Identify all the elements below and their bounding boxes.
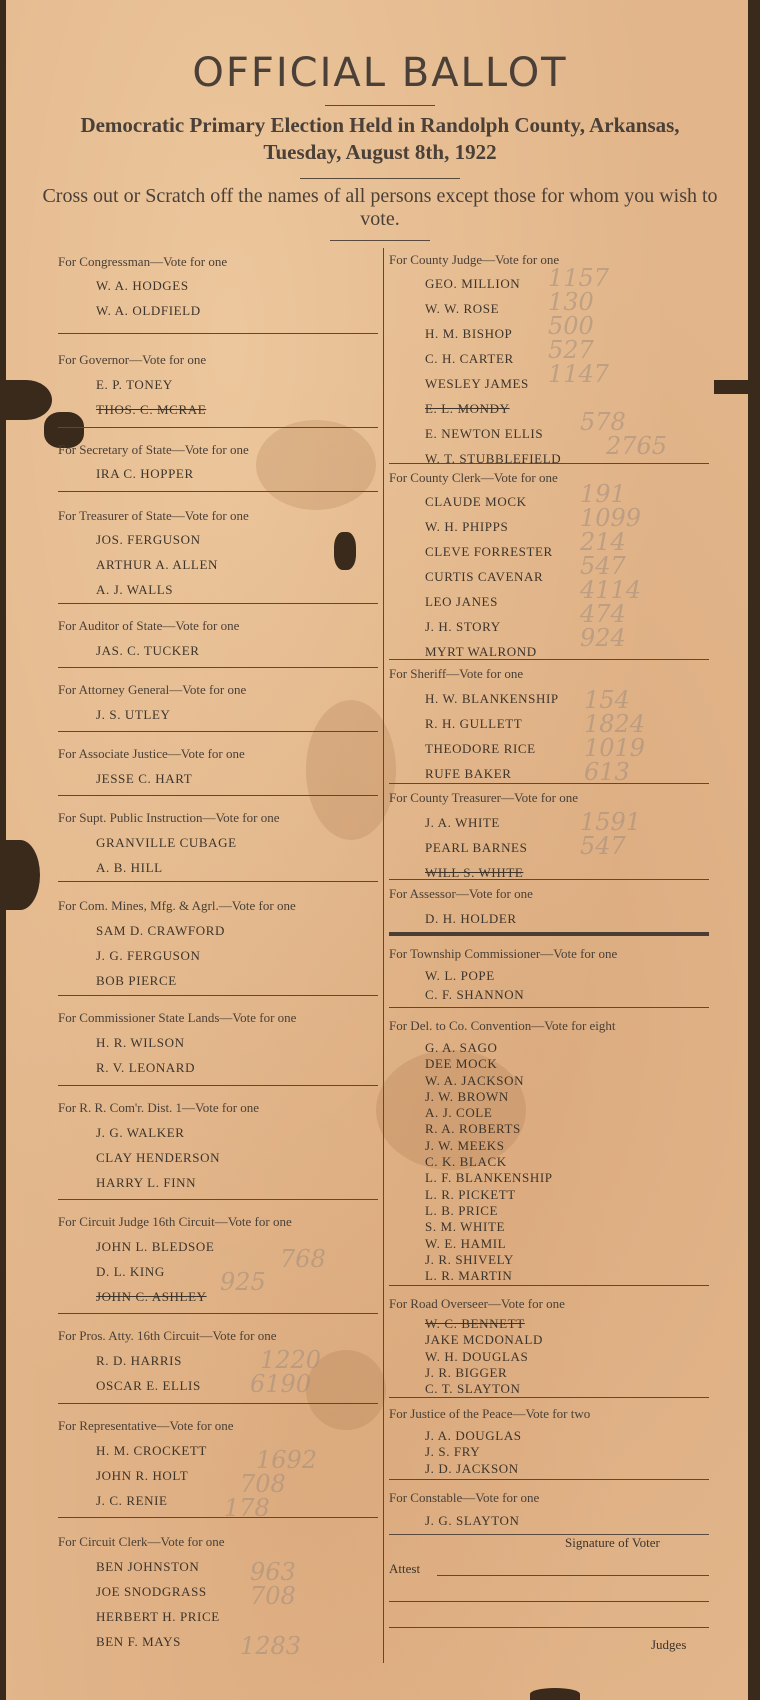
candidate-name[interactable]: J. C. RENIE [96, 1493, 168, 1508]
race-supt-public-instruction [58, 796, 378, 882]
candidate-name[interactable]: E. P. TONEY [96, 377, 173, 392]
candidate-name[interactable]: JOS. FERGUSON [96, 532, 201, 547]
handwritten-tally: 191 [580, 480, 626, 508]
race-rr-commissioner [58, 1086, 378, 1200]
candidate-name[interactable]: CLEVE FORRESTER [425, 544, 553, 559]
race-com-mines [58, 882, 378, 996]
candidate-name[interactable]: J. G. SLAYTON [425, 1513, 520, 1528]
handwritten-tally: 613 [584, 758, 630, 786]
race-county-clerk [389, 464, 709, 660]
candidate-name[interactable]: J. D. JACKSON [425, 1460, 519, 1476]
race-title: For Justice of the Peace—Vote for two [389, 1406, 591, 1421]
candidate-name[interactable]: H. M. BISHOP [425, 326, 513, 341]
candidate-name[interactable]: J. W. BROWN [425, 1088, 509, 1104]
race-title: For Com. Mines, Mfg. & Agrl.—Vote for one [58, 898, 296, 913]
candidate-name[interactable]: C. H. CARTER [425, 351, 514, 366]
candidate-name[interactable]: CLAY HENDERSON [96, 1150, 221, 1165]
handwritten-tally: 130 [548, 288, 594, 316]
race-title: For Del. to Co. Convention—Vote for eight [389, 1018, 616, 1033]
candidate-name[interactable]: J. G. FERGUSON [96, 948, 201, 963]
left-column [58, 248, 378, 1658]
candidate-name[interactable]: J. G. WALKER [96, 1125, 185, 1140]
candidate-name[interactable]: J. S. UTLEY [96, 707, 171, 722]
candidate-name[interactable]: BOB PIERCE [96, 973, 177, 988]
candidate-name[interactable]: J. H. STORY [425, 619, 501, 634]
race-title: For Congressman—Vote for one [58, 254, 228, 269]
handwritten-tally: 4114 [580, 576, 642, 604]
race-title: For Assessor—Vote for one [389, 886, 533, 901]
race-title: For Associate Justice—Vote for one [58, 746, 245, 761]
candidate-name[interactable]: THEODORE RICE [425, 741, 536, 756]
candidate-name[interactable]: R. V. LEONARD [96, 1060, 196, 1075]
race-delegates [389, 1008, 709, 1286]
candidate-name[interactable]: W. E. HAMIL [425, 1235, 507, 1251]
race-title: For County Judge—Vote for one [389, 252, 560, 267]
candidate-name[interactable]: PEARL BARNES [425, 840, 528, 855]
race-congressman [58, 248, 378, 334]
race-road-overseer [389, 1286, 709, 1398]
delegate-list [425, 1040, 709, 1284]
race-title: For Circuit Clerk—Vote for one [58, 1534, 225, 1549]
candidate-name[interactable]: BEN F. MAYS [96, 1634, 181, 1649]
race-title: For Road Overseer—Vote for one [389, 1296, 565, 1311]
race-assessor [389, 880, 709, 936]
race-constable [389, 1480, 709, 1535]
candidate-name[interactable]: S. M. WHITE [425, 1219, 506, 1235]
handwritten-tally: 1283 [240, 1632, 302, 1660]
handwritten-tally: 578 [580, 408, 626, 436]
candidate-name[interactable]: H. W. BLANKENSHIP [425, 691, 559, 706]
handwritten-tally: 1147 [548, 360, 610, 388]
candidate-name[interactable]: BEN JOHNSTON [96, 1559, 200, 1574]
candidate-name[interactable]: A. J. COLE [425, 1105, 493, 1121]
candidate-name[interactable]: RUFE BAKER [425, 766, 512, 781]
candidate-name[interactable]: C. F. SHANNON [425, 987, 525, 1002]
candidate-name[interactable]: W. C. BENNETT [425, 1316, 525, 1331]
candidate-name[interactable]: W. A. JACKSON [425, 1072, 525, 1088]
race-title: For Auditor of State—Vote for one [58, 618, 240, 633]
candidate-name[interactable]: GEO. MILLION [425, 276, 521, 291]
candidate-name[interactable]: JOE SNODGRASS [96, 1584, 207, 1599]
ballot-title: OFFICIAL BALLOT [192, 50, 568, 96]
candidate-name[interactable]: J. R. BIGGER [425, 1364, 508, 1380]
candidate-name[interactable]: L. F. BLANKENSHIP [425, 1170, 553, 1186]
race-title: For Township Commissioner—Vote for one [389, 946, 618, 961]
candidate-name[interactable]: J. S. FRY [425, 1444, 481, 1460]
candidate-name[interactable]: L. R. MARTIN [425, 1268, 513, 1284]
handwritten-tally: 708 [240, 1470, 286, 1498]
race-title: For Commissioner State Lands—Vote for one [58, 1010, 297, 1025]
candidate-name[interactable]: JOHN R. HOLT [96, 1468, 189, 1483]
handwritten-tally: 214 [580, 528, 626, 556]
voter-signature-label: Signature of Voter [565, 1535, 660, 1550]
race-attorney-general [58, 668, 378, 732]
handwritten-tally: 1591 [580, 808, 642, 836]
race-auditor-of-state [58, 604, 378, 668]
candidate-name[interactable]: C. K. BLACK [425, 1154, 507, 1170]
handwritten-tally: 178 [224, 1494, 270, 1522]
candidate-name[interactable]: D. L. KING [96, 1264, 165, 1279]
candidate-name[interactable]: OSCAR E. ELLIS [96, 1378, 201, 1393]
candidate-name[interactable]: W. A. HODGES [96, 278, 189, 293]
attest-label: Attest [389, 1561, 421, 1576]
race-title: For County Treasurer—Vote for one [389, 790, 578, 805]
candidate-name[interactable]: L. R. PICKETT [425, 1186, 516, 1202]
race-title: For Circuit Judge 16th Circuit—Vote for one [58, 1214, 292, 1229]
race-county-treasurer [389, 784, 709, 880]
handwritten-tally: 768 [280, 1245, 326, 1273]
race-title: For Supt. Public Instruction—Vote for one [58, 810, 280, 825]
handwritten-tally: 1099 [580, 504, 642, 532]
handwritten-tally: 154 [584, 686, 630, 714]
race-justice-of-peace [389, 1398, 709, 1480]
race-township-commissioner [389, 936, 709, 1008]
candidate-name[interactable]: JESSE C. HART [96, 771, 193, 786]
candidate-name[interactable]: ARTHUR A. ALLEN [96, 557, 218, 572]
candidate-name[interactable]: HARRY L. FINN [96, 1175, 197, 1190]
race-sheriff [389, 660, 709, 784]
candidate-name[interactable]: CURTIS CAVENAR [425, 569, 544, 584]
candidate-name[interactable]: HERBERT H. PRICE [96, 1609, 220, 1624]
candidate-name[interactable]: IRA C. HOPPER [96, 466, 194, 481]
race-title: For R. R. Com'r. Dist. 1—Vote for one [58, 1100, 260, 1115]
race-title: For Constable—Vote for one [389, 1490, 540, 1505]
race-pros-atty [58, 1314, 378, 1404]
candidate-name[interactable]: JOHN L. BLEDSOE [96, 1239, 215, 1254]
handwritten-tally: 1692 [256, 1446, 318, 1474]
candidate-name[interactable]: W. H. PHIPPS [425, 519, 509, 534]
handwritten-tally: 527 [548, 336, 594, 364]
handwritten-tally: 1220 [260, 1346, 322, 1374]
race-treasurer-of-state [58, 492, 378, 604]
voting-instructions: Cross out or Scratch off the names of all persons except those for whom you wish to vote. [42, 185, 718, 230]
candidate-name[interactable]: G. A. SAGO [425, 1040, 498, 1055]
race-title: For Attorney General—Vote for one [58, 682, 247, 697]
race-title: For Representative—Vote for one [58, 1418, 234, 1433]
candidate-name[interactable]: W. A. OLDFIELD [96, 303, 201, 318]
handwritten-tally: 1157 [548, 264, 610, 292]
candidate-name[interactable]: J. A. WHITE [425, 815, 500, 830]
divider [300, 178, 460, 179]
candidate-name[interactable]: W. T. STUBBLEFIELD [425, 451, 562, 466]
race-title: For Treasurer of State—Vote for one [58, 508, 249, 523]
candidate-name[interactable]: W. H. DOUGLAS [425, 1348, 529, 1364]
candidate-name[interactable]: SAM D. CRAWFORD [96, 923, 225, 938]
handwritten-tally: 924 [580, 624, 626, 652]
judges-label: Judges [651, 1637, 687, 1652]
candidate-name[interactable]: JOHN C. ASHLEY [96, 1289, 207, 1304]
candidate-name[interactable]: W. L. POPE [425, 968, 495, 983]
candidate-name[interactable]: LEO JANES [425, 594, 498, 609]
candidate-name[interactable]: A. B. HILL [96, 860, 163, 875]
handwritten-tally: 1824 [584, 710, 646, 738]
candidate-name[interactable]: J. R. SHIVELY [425, 1251, 514, 1267]
candidate-name[interactable]: J. W. MEEKS [425, 1137, 505, 1153]
handwritten-tally: 474 [580, 600, 626, 628]
race-circuit-judge [58, 1200, 378, 1314]
race-governor [58, 334, 378, 428]
election-subtitle: Democratic Primary Election Held in Randolph County, Arkansas, Tuesday, August 8th, 1922 [80, 113, 680, 164]
candidate-name[interactable]: L. B. PRICE [425, 1202, 499, 1218]
divider [325, 105, 435, 106]
handwritten-tally: 708 [250, 1582, 296, 1610]
candidate-name[interactable]: DEE MOCK [425, 1056, 498, 1072]
candidate-name[interactable]: THOS. C. MCRAE [96, 402, 207, 417]
candidate-name[interactable]: JAS. C. TUCKER [96, 643, 200, 658]
torn-edge [714, 380, 760, 394]
candidate-name[interactable]: E. NEWTON ELLIS [425, 426, 544, 441]
torn-edge [0, 380, 52, 420]
divider [330, 240, 430, 241]
handwritten-tally: 1019 [584, 734, 646, 762]
column-divider [383, 248, 384, 1663]
handwritten-tally: 925 [220, 1268, 266, 1296]
candidate-list [425, 1428, 709, 1477]
attest-signature-line[interactable] [437, 1575, 709, 1576]
candidate-name[interactable]: WESLEY JAMES [425, 376, 529, 391]
handwritten-tally: 2765 [606, 432, 668, 460]
candidate-name[interactable]: JAKE MCDONALD [425, 1332, 543, 1348]
candidate-name[interactable]: MYRT WALROND [425, 644, 537, 659]
race-circuit-clerk [58, 1518, 378, 1658]
candidate-name[interactable]: E. L. MONDY [425, 401, 510, 416]
candidate-name[interactable]: J. A. DOUGLAS [425, 1428, 522, 1443]
candidate-name[interactable]: R. A. ROBERTS [425, 1121, 521, 1137]
handwritten-tally: 6190 [250, 1370, 312, 1398]
candidate-list [425, 1316, 709, 1397]
candidate-name[interactable]: A. J. WALLS [96, 582, 174, 597]
race-title: For Secretary of State—Vote for one [58, 442, 249, 457]
candidate-name[interactable]: D. H. HOLDER [425, 911, 517, 926]
signature-line[interactable] [389, 1601, 709, 1602]
handwritten-tally: 547 [580, 832, 626, 860]
race-title: For Sheriff—Vote for one [389, 666, 524, 681]
race-secretary-of-state [58, 428, 378, 492]
candidate-name[interactable]: R. D. HARRIS [96, 1353, 182, 1368]
candidate-name[interactable]: C. T. SLAYTON [425, 1381, 521, 1397]
race-title: For County Clerk—Vote for one [389, 470, 558, 485]
candidate-name[interactable]: W. W. ROSE [425, 301, 500, 316]
race-associate-justice [58, 732, 378, 796]
candidate-name[interactable]: CLAUDE MOCK [425, 494, 527, 509]
race-title: For Pros. Atty. 16th Circuit—Vote for one [58, 1328, 277, 1343]
candidate-name[interactable]: WILL S. WHITE [425, 865, 524, 880]
torn-edge [530, 1688, 580, 1700]
race-representative [58, 1404, 378, 1518]
race-commissioner-state-lands [58, 996, 378, 1086]
candidate-name[interactable]: GRANVILLE CUBAGE [96, 835, 237, 850]
signature-line[interactable] [389, 1627, 709, 1628]
race-title: For Governor—Vote for one [58, 352, 207, 367]
candidate-name[interactable]: H. R. WILSON [96, 1035, 185, 1050]
candidate-name[interactable]: H. M. CROCKETT [96, 1443, 207, 1458]
handwritten-tally: 547 [580, 552, 626, 580]
handwritten-tally: 500 [548, 312, 594, 340]
torn-edge [0, 840, 40, 910]
handwritten-tally: 963 [250, 1558, 296, 1586]
candidate-name[interactable]: R. H. GULLETT [425, 716, 523, 731]
